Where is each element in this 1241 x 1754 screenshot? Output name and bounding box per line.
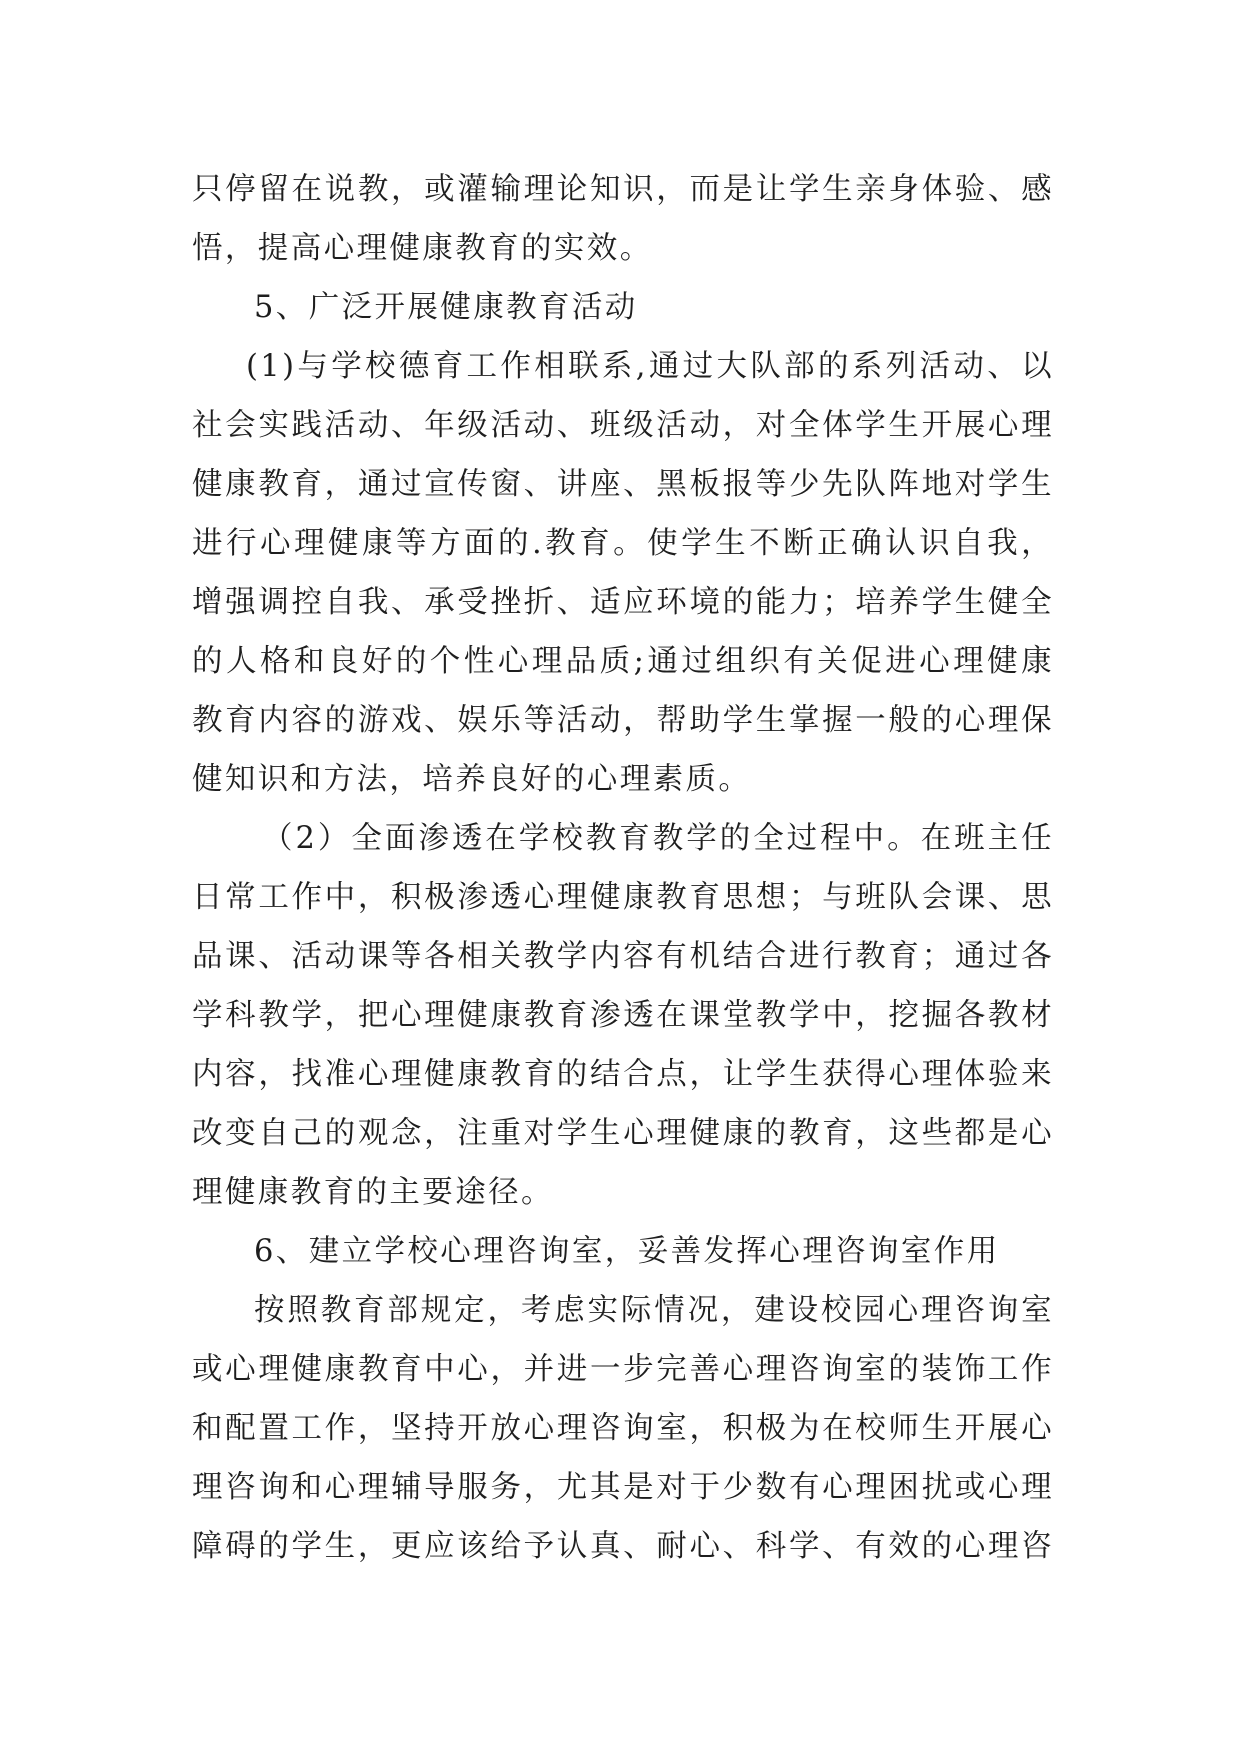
paragraph-first-line: (1)与学校德育工作相联系,通过大队部的系列活动、以	[246, 349, 1054, 384]
section-heading: 5、广泛开展健康教育活动	[254, 290, 638, 325]
text-line: 或心理健康教育中心，并进一步完善心理咨询室的装饰工作	[192, 1352, 1054, 1387]
text-line: 障碍的学生，更应该给予认真、耐心、科学、有效的心理咨	[192, 1529, 1054, 1564]
text-line: 日常工作中，积极渗透心理健康教育思想；与班队会课、思	[192, 880, 1054, 915]
body-text	[192, 160, 1054, 1576]
text-line: 的人格和良好的个性心理品质;通过组织有关促进心理健康	[192, 644, 1054, 679]
text-line: 进行心理健康等方面的.教育。使学生不断正确认识自我，	[192, 526, 1054, 561]
text-line: 和配置工作，坚持开放心理咨询室，积极为在校师生开展心	[192, 1411, 1054, 1446]
text-line: 社会实践活动、年级活动、班级活动，对全体学生开展心理	[192, 408, 1054, 443]
text-line: 学科教学，把心理健康教育渗透在课堂教学中，挖掘各教材	[192, 998, 1054, 1033]
paragraph-first-line: （2）全面渗透在学校教育教学的全过程中。在班主任	[262, 821, 1054, 856]
text-line: 悟，提高心理健康教育的实效。	[192, 231, 653, 266]
text-line: 只停留在说教，或灌输理论知识，而是让学生亲身体验、感	[192, 172, 1054, 207]
text-line: 教育内容的游戏、娱乐等活动，帮助学生掌握一般的心理保	[192, 703, 1054, 738]
text-line: 增强调控自我、承受挫折、适应环境的能力；培养学生健全	[192, 585, 1054, 620]
text-line: 内容，找准心理健康教育的结合点，让学生获得心理体验来	[192, 1057, 1054, 1092]
section-heading: 6、建立学校心理咨询室，妥善发挥心理咨询室作用	[254, 1234, 1000, 1269]
text-line: 健知识和方法，培养良好的心理素质。	[192, 762, 752, 797]
text-line: 健康教育，通过宣传窗、讲座、黑板报等少先队阵地对学生	[192, 467, 1054, 502]
text-line: 品课、活动课等各相关教学内容有机结合进行教育；通过各	[192, 939, 1054, 974]
paragraph-first-line: 按照教育部规定，考虑实际情况，建设校园心理咨询室	[254, 1293, 1054, 1328]
text-line: 理健康教育的主要途径。	[192, 1175, 554, 1210]
text-line: 改变自己的观念，注重对学生心理健康的教育，这些都是心	[192, 1116, 1054, 1151]
text-line: 理咨询和心理辅导服务，尤其是对于少数有心理困扰或心理	[192, 1470, 1054, 1505]
